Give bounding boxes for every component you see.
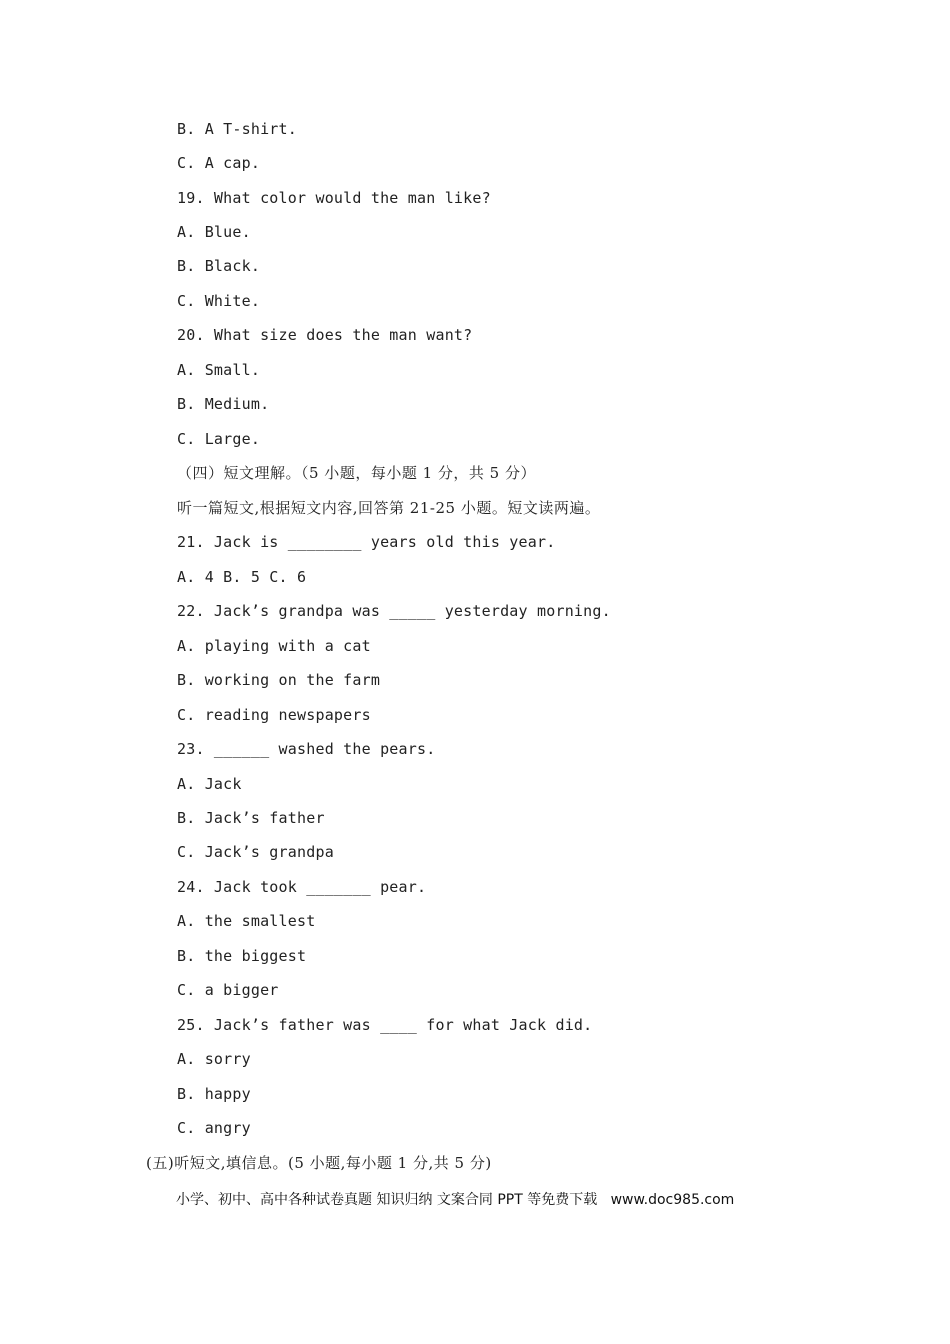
option-22-c: C. reading newspapers [177,706,371,724]
option-19-c: C. White. [177,292,261,310]
section-5-heading: (五)听短文,填信息。(5 小题,每小题 1 分,共 5 分) [146,1154,492,1172]
question-21: 21. Jack is ________ years old this year. [177,533,556,551]
option-20-b: B. Medium. [177,395,270,413]
option-23-a: A. Jack [177,775,242,793]
question-19: 19. What color would the man like? [177,189,491,207]
question-22: 22. Jack’s grandpa was _____ yesterday morning. [177,602,611,620]
option-24-c: C. a bigger [177,981,279,999]
option-25-b: B. happy [177,1085,251,1103]
option-22-b: B. working on the farm [177,671,381,689]
question-25: 25. Jack’s father was ____ for what Jack did. [177,1016,593,1034]
option-25-a: A. sorry [177,1050,251,1068]
option-20-a: A. Small. [177,361,261,379]
option-19-a: A. Blue. [177,223,251,241]
option-18-b: B. A T-shirt. [177,120,297,138]
option-23-c: C. Jack’s grandpa [177,843,334,861]
question-24: 24. Jack took _______ pear. [177,878,427,896]
question-20: 20. What size does the man want? [177,326,473,344]
option-22-a: A. playing with a cat [177,637,371,655]
section-4-heading: （四）短文理解。（5 小题，每小题 1 分，共 5 分） [177,464,536,482]
option-20-c: C. Large. [177,430,261,448]
options-21: A. 4 B. 5 C. 6 [177,568,307,586]
option-18-c: C. A cap. [177,154,261,172]
section-4-instructions: 听一篇短文,根据短文内容,回答第 21-25 小题。短文读两遍。 [177,499,601,517]
option-19-b: B. Black. [177,257,261,275]
footer-promo: 小学、初中、高中各种试卷真题 知识归纳 文案合同 PPT 等免费下载 www.doc985.com [176,1192,735,1208]
option-24-a: A. the smallest [177,912,316,930]
option-25-c: C. angry [177,1119,251,1137]
option-24-b: B. the biggest [177,947,307,965]
question-23: 23. ______ washed the pears. [177,740,436,758]
option-23-b: B. Jack’s father [177,809,325,827]
